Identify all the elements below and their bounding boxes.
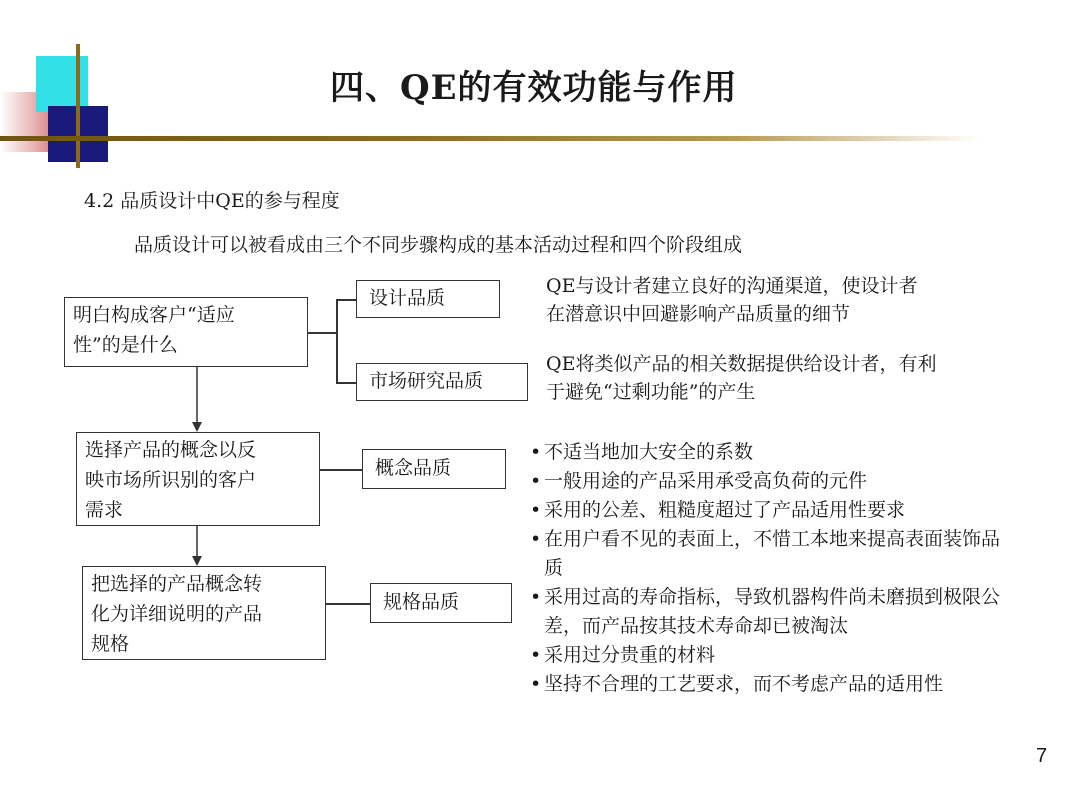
list-item: • 一般用途的产品采用承受高负荷的元件	[530, 467, 1000, 496]
step-box-3-line-2: 化为详细说明的产品	[91, 603, 263, 625]
page-title: 四、QE的有效功能与作用	[330, 68, 738, 108]
step-box-2-line-2: 映市场所识别的客户	[85, 469, 257, 491]
page-number: 7	[1036, 745, 1048, 767]
note-market-line-2: 于避免“过剩功能”的产生	[546, 381, 756, 403]
list-item: • 不适当地加大安全的系数	[530, 438, 1000, 467]
note-market	[546, 350, 1016, 406]
section-intro: 品质设计可以被看成由三个不同步骤构成的基本活动过程和四个阶段组成	[134, 234, 743, 256]
step-box-1-line-2: 性”的是什么	[73, 334, 178, 356]
header-decoration-horizontal-line	[0, 136, 980, 141]
list-item: • 采用的公差、粗糙度超过了产品适用性要求	[530, 496, 1000, 525]
section-subtitle: 4.2 品质设计中QE的参与程度	[84, 190, 340, 212]
arrow-head-step3	[192, 556, 202, 566]
note-market-line-1: QE将类似产品的相关数据提供给设计者，有利	[546, 353, 937, 375]
list-item: • 采用过高的寿命指标，导致机器构件尚未磨损到极限公差，而产品按其技术寿命却已被淘汰	[530, 583, 1000, 641]
step-box-2	[76, 432, 320, 526]
step-box-1-line-1: 明白构成客户“适应	[73, 304, 235, 326]
concept-issues-list	[530, 438, 1000, 699]
step-box-3	[82, 566, 326, 660]
note-design-line-1: QE与设计者建立良好的沟通渠道，使设计者	[546, 275, 918, 297]
list-item: • 采用过分贵重的材料	[530, 641, 1000, 670]
step-box-2-line-3: 需求	[85, 499, 124, 521]
quality-box-spec: 规格品质	[370, 583, 512, 623]
note-design-line-2: 在潜意识中回避影响产品质量的细节	[546, 303, 851, 325]
step-box-1	[64, 297, 308, 367]
header-decoration-vertical-line	[76, 44, 80, 168]
list-item: • 坚持不合理的工艺要求，而不考虑产品的适用性	[530, 670, 1000, 699]
quality-box-concept: 概念品质	[362, 449, 506, 489]
quality-box-market: 市场研究品质	[356, 363, 528, 401]
step-box-3-line-3: 规格	[91, 633, 130, 655]
header-decoration-cyan-square	[36, 56, 88, 112]
step-box-3-line-1: 把选择的产品概念转	[91, 573, 263, 595]
list-item: • 在用户看不见的表面上，不惜工本地来提高表面装饰品质	[530, 525, 1000, 583]
step-box-2-line-1: 选择产品的概念以反	[85, 439, 257, 461]
quality-box-design: 设计品质	[356, 280, 500, 318]
arrow-head-step2	[192, 422, 202, 432]
note-design	[546, 272, 1006, 328]
